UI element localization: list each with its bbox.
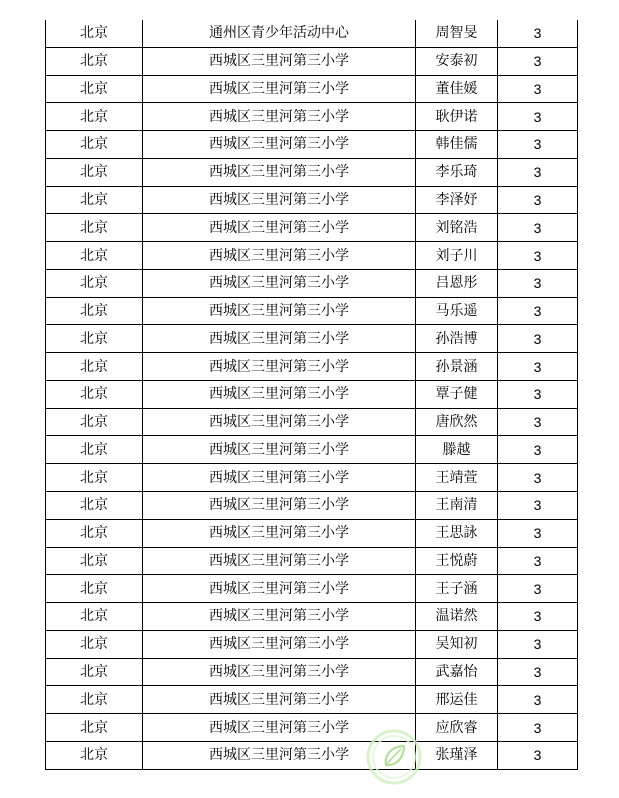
grade-cell: 3 — [498, 158, 578, 186]
grade-cell: 3 — [498, 242, 578, 270]
school-cell: 西城区三里河第三小学 — [143, 547, 416, 575]
region-cell: 北京 — [46, 436, 143, 464]
leaf-logo-icon — [365, 728, 423, 786]
region-cell: 北京 — [46, 158, 143, 186]
grade-cell: 3 — [498, 20, 578, 47]
name-cell: 温诺然 — [416, 603, 498, 631]
name-cell: 张瑾泽 — [416, 741, 498, 769]
table-row — [46, 297, 578, 325]
name-cell: 王南清 — [416, 492, 498, 520]
table-row — [46, 353, 578, 381]
school-cell: 西城区三里河第三小学 — [143, 75, 416, 103]
name-cell: 吕恩彤 — [416, 269, 498, 297]
grade-cell: 3 — [498, 353, 578, 381]
grade-cell: 3 — [498, 297, 578, 325]
grade-cell: 3 — [498, 325, 578, 353]
region-cell: 北京 — [46, 575, 143, 603]
table-row — [46, 630, 578, 658]
grade-cell: 3 — [498, 630, 578, 658]
school-cell: 西城区三里河第三小学 — [143, 408, 416, 436]
region-cell: 北京 — [46, 186, 143, 214]
name-cell: 孙浩博 — [416, 325, 498, 353]
name-cell: 刘铭浩 — [416, 214, 498, 242]
table-row — [46, 214, 578, 242]
school-cell: 西城区三里河第三小学 — [143, 269, 416, 297]
grade-cell: 3 — [498, 131, 578, 159]
table-row — [46, 464, 578, 492]
table-row — [46, 186, 578, 214]
grade-cell: 3 — [498, 269, 578, 297]
region-cell: 北京 — [46, 103, 143, 131]
name-cell: 覃子健 — [416, 380, 498, 408]
grade-cell: 3 — [498, 214, 578, 242]
grade-cell: 3 — [498, 686, 578, 714]
table-row — [46, 714, 578, 742]
name-cell: 王悦蔚 — [416, 547, 498, 575]
table-row — [46, 242, 578, 270]
results-table-body — [46, 20, 578, 769]
region-cell: 北京 — [46, 20, 143, 47]
table-row — [46, 686, 578, 714]
region-cell: 北京 — [46, 75, 143, 103]
table-row — [46, 547, 578, 575]
school-cell: 西城区三里河第三小学 — [143, 353, 416, 381]
region-cell: 北京 — [46, 741, 143, 769]
grade-cell: 3 — [498, 464, 578, 492]
school-cell: 西城区三里河第三小学 — [143, 103, 416, 131]
grade-cell: 3 — [498, 436, 578, 464]
table-row — [46, 131, 578, 159]
region-cell: 北京 — [46, 630, 143, 658]
grade-cell: 3 — [498, 741, 578, 769]
region-cell: 北京 — [46, 464, 143, 492]
school-cell: 西城区三里河第三小学 — [143, 464, 416, 492]
school-cell: 西城区三里河第三小学 — [143, 714, 416, 742]
grade-cell: 3 — [498, 575, 578, 603]
region-cell: 北京 — [46, 242, 143, 270]
grade-cell: 3 — [498, 75, 578, 103]
region-cell: 北京 — [46, 547, 143, 575]
region-cell: 北京 — [46, 380, 143, 408]
school-cell: 西城区三里河第三小学 — [143, 575, 416, 603]
school-cell: 西城区三里河第三小学 — [143, 47, 416, 75]
results-table — [45, 20, 578, 770]
region-cell: 北京 — [46, 714, 143, 742]
name-cell: 马乐遥 — [416, 297, 498, 325]
table-row — [46, 603, 578, 631]
grade-cell: 3 — [498, 492, 578, 520]
school-cell: 西城区三里河第三小学 — [143, 158, 416, 186]
table-row — [46, 492, 578, 520]
grade-cell: 3 — [498, 380, 578, 408]
school-cell: 西城区三里河第三小学 — [143, 686, 416, 714]
table-row — [46, 269, 578, 297]
region-cell: 北京 — [46, 519, 143, 547]
grade-cell: 3 — [498, 547, 578, 575]
school-cell: 西城区三里河第三小学 — [143, 492, 416, 520]
school-cell: 西城区三里河第三小学 — [143, 630, 416, 658]
table-row — [46, 325, 578, 353]
grade-cell: 3 — [498, 103, 578, 131]
table-row — [46, 103, 578, 131]
table-row — [46, 158, 578, 186]
name-cell: 耿伊诺 — [416, 103, 498, 131]
school-cell: 西城区三里河第三小学 — [143, 380, 416, 408]
region-cell: 北京 — [46, 492, 143, 520]
name-cell: 应欣睿 — [416, 714, 498, 742]
table-row — [46, 408, 578, 436]
name-cell: 周智旻 — [416, 20, 498, 47]
grade-cell: 3 — [498, 408, 578, 436]
region-cell: 北京 — [46, 269, 143, 297]
name-cell: 安泰初 — [416, 47, 498, 75]
grade-cell: 3 — [498, 714, 578, 742]
name-cell: 董佳媛 — [416, 75, 498, 103]
region-cell: 北京 — [46, 47, 143, 75]
name-cell: 孙景涵 — [416, 353, 498, 381]
school-cell: 西城区三里河第三小学 — [143, 658, 416, 686]
name-cell: 韩佳儒 — [416, 131, 498, 159]
name-cell: 唐欣然 — [416, 408, 498, 436]
grade-cell: 3 — [498, 47, 578, 75]
name-cell: 吴知初 — [416, 630, 498, 658]
name-cell: 滕越 — [416, 436, 498, 464]
school-cell: 西城区三里河第三小学 — [143, 214, 416, 242]
region-cell: 北京 — [46, 325, 143, 353]
school-cell: 西城区三里河第三小学 — [143, 519, 416, 547]
table-row — [46, 380, 578, 408]
grade-cell: 3 — [498, 186, 578, 214]
table-row — [46, 575, 578, 603]
table-row — [46, 741, 578, 769]
school-cell: 西城区三里河第三小学 — [143, 297, 416, 325]
school-cell: 西城区三里河第三小学 — [143, 325, 416, 353]
region-cell: 北京 — [46, 686, 143, 714]
region-cell: 北京 — [46, 131, 143, 159]
school-cell: 西城区三里河第三小学 — [143, 436, 416, 464]
table-row — [46, 75, 578, 103]
name-cell: 邢运佳 — [416, 686, 498, 714]
name-cell: 武嘉怡 — [416, 658, 498, 686]
name-cell: 王思詠 — [416, 519, 498, 547]
name-cell: 李乐琦 — [416, 158, 498, 186]
region-cell: 北京 — [46, 297, 143, 325]
name-cell: 李泽妤 — [416, 186, 498, 214]
table-row — [46, 47, 578, 75]
table-row — [46, 20, 578, 47]
region-cell: 北京 — [46, 658, 143, 686]
school-cell: 西城区三里河第三小学 — [143, 603, 416, 631]
grade-cell: 3 — [498, 603, 578, 631]
region-cell: 北京 — [46, 603, 143, 631]
school-cell: 西城区三里河第三小学 — [143, 131, 416, 159]
school-cell: 西城区三里河第三小学 — [143, 741, 416, 769]
table-row — [46, 436, 578, 464]
region-cell: 北京 — [46, 214, 143, 242]
school-cell: 西城区三里河第三小学 — [143, 242, 416, 270]
table-row — [46, 658, 578, 686]
name-cell: 王子涵 — [416, 575, 498, 603]
region-cell: 北京 — [46, 408, 143, 436]
grade-cell: 3 — [498, 658, 578, 686]
school-cell: 西城区三里河第三小学 — [143, 186, 416, 214]
name-cell: 刘子川 — [416, 242, 498, 270]
grade-cell: 3 — [498, 519, 578, 547]
school-cell: 通州区青少年活动中心 — [143, 20, 416, 47]
name-cell: 王靖萱 — [416, 464, 498, 492]
region-cell: 北京 — [46, 353, 143, 381]
table-row — [46, 519, 578, 547]
